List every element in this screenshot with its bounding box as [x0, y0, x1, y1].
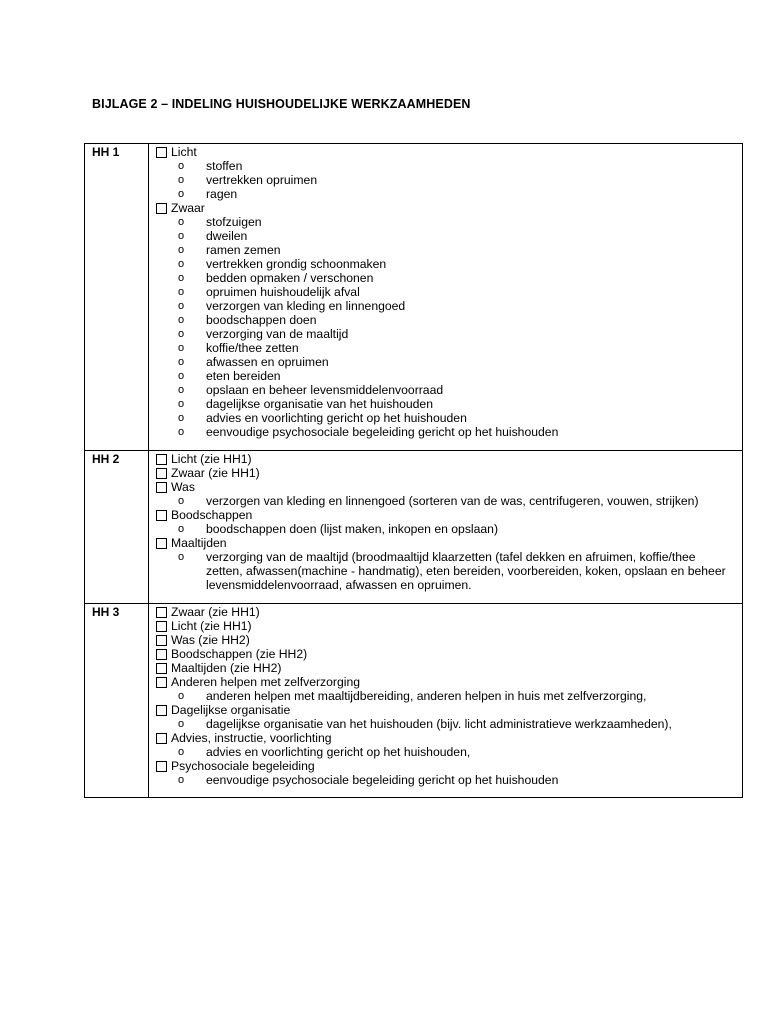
list-item-text: boodschappen doen (lijst maken, inkopen en opslaan) [206, 522, 499, 536]
category-group [156, 731, 742, 759]
row-content [149, 604, 743, 798]
list-item [156, 717, 742, 731]
sub-item-list [156, 689, 742, 703]
bullet-icon: o [178, 370, 185, 382]
list-item [156, 299, 742, 313]
list-item [156, 285, 742, 299]
bullet-icon: o [178, 774, 185, 786]
list-item [156, 494, 742, 508]
row-content [149, 144, 743, 451]
bullet-icon: o [178, 188, 185, 200]
checkbox-icon[interactable] [156, 621, 167, 632]
category-label: Licht (zie HH1) [171, 452, 252, 466]
list-item [156, 215, 742, 229]
category-label: Zwaar [171, 201, 205, 215]
bullet-icon: o [178, 314, 185, 326]
category-psychosociale-begeleiding [156, 759, 742, 773]
category-label: Was [171, 480, 195, 494]
list-item [156, 341, 742, 355]
bullet-icon: o [178, 356, 185, 368]
category-zwaar-zie-hh1 [156, 605, 742, 619]
category-zwaar-zie-hh1 [156, 466, 742, 480]
table-row-hh-2 [85, 451, 743, 604]
category-group [156, 452, 742, 466]
list-item-text: advies en voorlichting gericht op het huishouden [206, 411, 467, 425]
checkbox-icon[interactable] [156, 203, 167, 214]
list-item [156, 355, 742, 369]
category-label: Advies, instructie, voorlichting [171, 731, 332, 745]
checkbox-icon[interactable] [156, 454, 167, 465]
list-item-text: stoffen [206, 159, 243, 173]
sub-item-list [156, 522, 742, 536]
category-group [156, 703, 742, 731]
bullet-icon: o [178, 495, 185, 507]
category-label: Boodschappen (zie HH2) [171, 647, 308, 661]
category-label: Was (zie HH2) [171, 633, 250, 647]
checkbox-icon[interactable] [156, 663, 167, 674]
list-item-text: eten bereiden [206, 369, 281, 383]
list-item-text: eenvoudige psychosociale begeleiding gericht op het huishouden [206, 773, 559, 787]
list-item-text: dagelijkse organisatie van het huishouden (bijv. licht administratieve werkzaamheden), [206, 717, 672, 731]
bullet-icon: o [178, 746, 185, 758]
list-item-text: ramen zemen [206, 243, 281, 257]
list-item [156, 159, 742, 173]
checkbox-icon[interactable] [156, 677, 167, 688]
category-zwaar [156, 201, 742, 215]
category-group [156, 675, 742, 703]
list-item [156, 425, 742, 439]
bullet-icon: o [178, 244, 185, 256]
checkbox-icon[interactable] [156, 510, 167, 521]
category-licht-zie-hh1 [156, 452, 742, 466]
page-title: BIJLAGE 2 – INDELING HUISHOUDELIJKE WERKZAAMHEDEN [92, 97, 471, 111]
category-label: Zwaar (zie HH1) [171, 466, 260, 480]
sub-item-list [156, 550, 742, 592]
bullet-icon: o [178, 174, 185, 186]
category-group [156, 508, 742, 536]
list-item [156, 173, 742, 187]
list-item [156, 243, 742, 257]
sub-item-list [156, 773, 742, 787]
list-item-text: anderen helpen met maaltijdbereiding, anderen helpen in huis met zelfverzorging, [206, 689, 647, 703]
category-label: Psychosociale begeleiding [171, 759, 315, 773]
list-item-text: verzorging van de maaltijd [206, 327, 349, 341]
list-item-text: stofzuigen [206, 215, 262, 229]
table-row-hh-3 [85, 604, 743, 798]
category-group [156, 466, 742, 480]
list-item-text: advies en voorlichting gericht op het huishouden, [206, 745, 471, 759]
category-label: Maaltijden [171, 536, 227, 550]
row-label: HH 1 [85, 144, 149, 451]
category-label: Dagelijkse organisatie [171, 703, 291, 717]
checkbox-icon[interactable] [156, 482, 167, 493]
sub-item-list [156, 215, 742, 439]
category-advies-instructie-voorlichting [156, 731, 742, 745]
category-group [156, 480, 742, 508]
checkbox-icon[interactable] [156, 733, 167, 744]
list-item-text: afwassen en opruimen [206, 355, 329, 369]
category-was-zie-hh2 [156, 633, 742, 647]
category-maaltijden [156, 536, 742, 550]
bullet-icon: o [178, 328, 185, 340]
task-classification-table [84, 143, 743, 798]
bullet-icon: o [178, 258, 185, 270]
list-item [156, 522, 742, 536]
category-boodschappen-zie-hh2 [156, 647, 742, 661]
bullet-icon: o [178, 160, 185, 172]
bullet-icon: o [178, 718, 185, 730]
sub-item-list [156, 745, 742, 759]
category-anderen-helpen-met-zelfverzorging [156, 675, 742, 689]
list-item-text: opruimen huishoudelijk afval [206, 285, 360, 299]
bullet-icon: o [178, 300, 185, 312]
checkbox-icon[interactable] [156, 607, 167, 618]
list-item [156, 369, 742, 383]
bullet-icon: o [178, 426, 185, 438]
bullet-icon: o [178, 551, 185, 563]
bullet-icon: o [178, 398, 185, 410]
category-group [156, 145, 742, 201]
category-group [156, 619, 742, 633]
bullet-icon: o [178, 412, 185, 424]
checkbox-icon[interactable] [156, 468, 167, 479]
category-group [156, 661, 742, 675]
list-item-text: dweilen [206, 229, 248, 243]
list-item-text: ragen [206, 187, 238, 201]
checkbox-icon[interactable] [156, 635, 167, 646]
bullet-icon: o [178, 230, 185, 242]
list-item-text: verzorgen van kleding en linnengoed (sorteren van de was, centrifugeren, vouwen, strijken) [206, 494, 699, 508]
list-item [156, 313, 742, 327]
list-item [156, 229, 742, 243]
list-item [156, 397, 742, 411]
category-label: Maaltijden (zie HH2) [171, 661, 282, 675]
category-licht-zie-hh1 [156, 619, 742, 633]
list-item [156, 550, 742, 592]
bullet-icon: o [178, 384, 185, 396]
category-group [156, 647, 742, 661]
category-label: Licht (zie HH1) [171, 619, 252, 633]
list-item-text: koffie/thee zetten [206, 341, 299, 355]
list-item [156, 745, 742, 759]
row-label: HH 2 [85, 451, 149, 604]
table-row-hh-1 [85, 144, 743, 451]
bullet-icon: o [178, 523, 185, 535]
category-group [156, 759, 742, 787]
category-label: Zwaar (zie HH1) [171, 605, 260, 619]
list-item-text: verzorgen van kleding en linnengoed [206, 299, 406, 313]
category-dagelijkse-organisatie [156, 703, 742, 717]
checkbox-icon[interactable] [156, 538, 167, 549]
list-item [156, 257, 742, 271]
sub-item-list [156, 494, 742, 508]
list-item-text: bedden opmaken / verschonen [206, 271, 374, 285]
category-boodschappen [156, 508, 742, 522]
checkbox-icon[interactable] [156, 147, 167, 158]
category-group [156, 633, 742, 647]
category-maaltijden-zie-hh2 [156, 661, 742, 675]
bullet-icon: o [178, 272, 185, 284]
list-item-text: dagelijkse organisatie van het huishouden [206, 397, 433, 411]
bullet-icon: o [178, 286, 185, 298]
row-content [149, 451, 743, 604]
category-was [156, 480, 742, 494]
category-group [156, 201, 742, 439]
category-label: Licht [171, 145, 197, 159]
list-item [156, 411, 742, 425]
bullet-icon: o [178, 690, 185, 702]
list-item-text: vertrekken grondig schoonmaken [206, 257, 387, 271]
checkbox-icon[interactable] [156, 649, 167, 660]
checkbox-icon[interactable] [156, 761, 167, 772]
bullet-icon: o [178, 342, 185, 354]
checkbox-icon[interactable] [156, 705, 167, 716]
bullet-icon: o [178, 216, 185, 228]
row-label: HH 3 [85, 604, 149, 798]
list-item-text: vertrekken opruimen [206, 173, 318, 187]
category-group [156, 605, 742, 619]
table-body [85, 144, 743, 798]
list-item [156, 271, 742, 285]
list-item [156, 187, 742, 201]
list-item-text: opslaan en beheer levensmiddelenvoorraad [206, 383, 444, 397]
sub-item-list [156, 159, 742, 201]
list-item-text: boodschappen doen [206, 313, 317, 327]
list-item [156, 773, 742, 787]
category-group [156, 536, 742, 592]
list-item-text: eenvoudige psychosociale begeleiding gericht op het huishouden [206, 425, 559, 439]
category-label: Boodschappen [171, 508, 253, 522]
category-label: Anderen helpen met zelfverzorging [171, 675, 361, 689]
sub-item-list [156, 717, 742, 731]
list-item [156, 689, 742, 703]
category-licht [156, 145, 742, 159]
list-item [156, 383, 742, 397]
list-item-text: verzorging van de maaltijd (broodmaaltijd klaarzetten (tafel dekken en afruimen, koffie/thee zetten, afwassen(machine - handmatig), eten bereiden, voorbereiden, koken, opslaan en beheer levensmiddelenvoorraad, afwassen en opruimen. [206, 550, 726, 592]
list-item [156, 327, 742, 341]
